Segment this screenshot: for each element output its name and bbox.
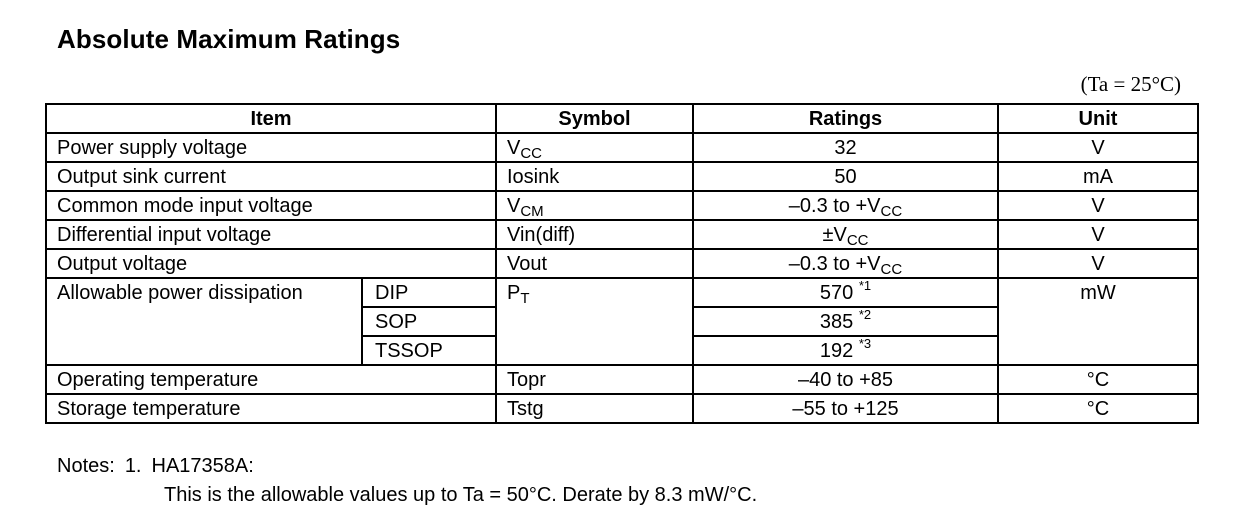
unit-cell: V (998, 249, 1198, 278)
item-cell: Differential input voltage (46, 220, 496, 249)
item-cell: Allowable power dissipation (46, 278, 362, 365)
table-row (46, 278, 1198, 307)
rating-subscript: CC (880, 202, 903, 220)
table-header-row (46, 104, 1198, 133)
rating-cell: –40 to +85 (693, 365, 998, 394)
table-row (46, 220, 1198, 249)
symbol-cell: Vin(diff) (496, 220, 693, 249)
note-number: 1. (124, 455, 142, 477)
unit-cell: mA (998, 162, 1198, 191)
symbol-cell (496, 278, 693, 365)
header-ratings: Ratings (693, 104, 998, 133)
notes-label: Notes: (57, 455, 115, 477)
table-row (46, 249, 1198, 278)
note-part: HA17358A: (151, 455, 254, 477)
rating-cell (693, 336, 998, 365)
unit-cell: V (998, 133, 1198, 162)
item-cell: Power supply voltage (46, 133, 496, 162)
symbol-main: V (507, 194, 521, 217)
rating-value: 385 (819, 310, 854, 333)
item-cell: Common mode input voltage (46, 191, 496, 220)
item-cell: Output sink current (46, 162, 496, 191)
symbol-cell: Topr (496, 365, 693, 394)
note-heading (57, 455, 254, 478)
symbol-subscript: T (520, 290, 530, 307)
unit-cell: V (998, 191, 1198, 220)
symbol-cell (496, 133, 693, 162)
symbol-subscript: CC (520, 144, 543, 162)
rating-value: 570 (819, 281, 854, 304)
item-cell: Storage temperature (46, 394, 496, 423)
unit-cell: V (998, 220, 1198, 249)
footnote-mark: *3 (858, 335, 872, 351)
symbol-cell: Iosink (496, 162, 693, 191)
note-text: This is the allowable values up to Ta = 50°C. Derate by 8.3 mW/°C. (164, 484, 758, 506)
symbol-cell (496, 191, 693, 220)
rating-cell (693, 278, 998, 307)
rating-cell: 32 (693, 133, 998, 162)
header-symbol: Symbol (496, 104, 693, 133)
table-row (46, 162, 1198, 191)
unit-cell: °C (998, 365, 1198, 394)
item-cell: Output voltage (46, 249, 496, 278)
unit-cell: mW (998, 278, 1198, 365)
package-cell: SOP (362, 307, 496, 336)
rating-subscript: CC (846, 231, 869, 249)
rating-cell: –55 to +125 (693, 394, 998, 423)
rating-cell (693, 249, 998, 278)
rating-cell (693, 220, 998, 249)
rating-main: –0.3 to +V (788, 252, 881, 275)
header-item: Item (46, 104, 496, 133)
rating-value: 192 (819, 339, 854, 362)
symbol-cell: Vout (496, 249, 693, 278)
item-cell: Operating temperature (46, 365, 496, 394)
header-unit: Unit (998, 104, 1198, 133)
symbol-main: P (507, 282, 521, 304)
package-cell: DIP (362, 278, 496, 307)
symbol-main: V (507, 136, 521, 159)
footnote-mark: *2 (858, 306, 872, 322)
table-row (46, 365, 1198, 394)
unit-cell: °C (998, 394, 1198, 423)
rating-subscript: CC (880, 260, 903, 278)
table-row (46, 394, 1198, 423)
notes-section (57, 455, 758, 506)
rating-cell (693, 307, 998, 336)
ratings-table (45, 103, 1199, 424)
rating-cell (693, 191, 998, 220)
page-title: Absolute Maximum Ratings (57, 24, 401, 54)
symbol-cell: Tstg (496, 394, 693, 423)
package-cell: TSSOP (362, 336, 496, 365)
rating-main: ±V (822, 223, 847, 246)
rating-cell: 50 (693, 162, 998, 191)
table-row (46, 191, 1198, 220)
table-row (46, 133, 1198, 162)
rating-main: –0.3 to +V (788, 194, 881, 217)
footnote-mark: *1 (858, 277, 872, 293)
ambient-condition: (Ta = 25°C) (1080, 72, 1181, 96)
symbol-subscript: CM (520, 202, 544, 220)
